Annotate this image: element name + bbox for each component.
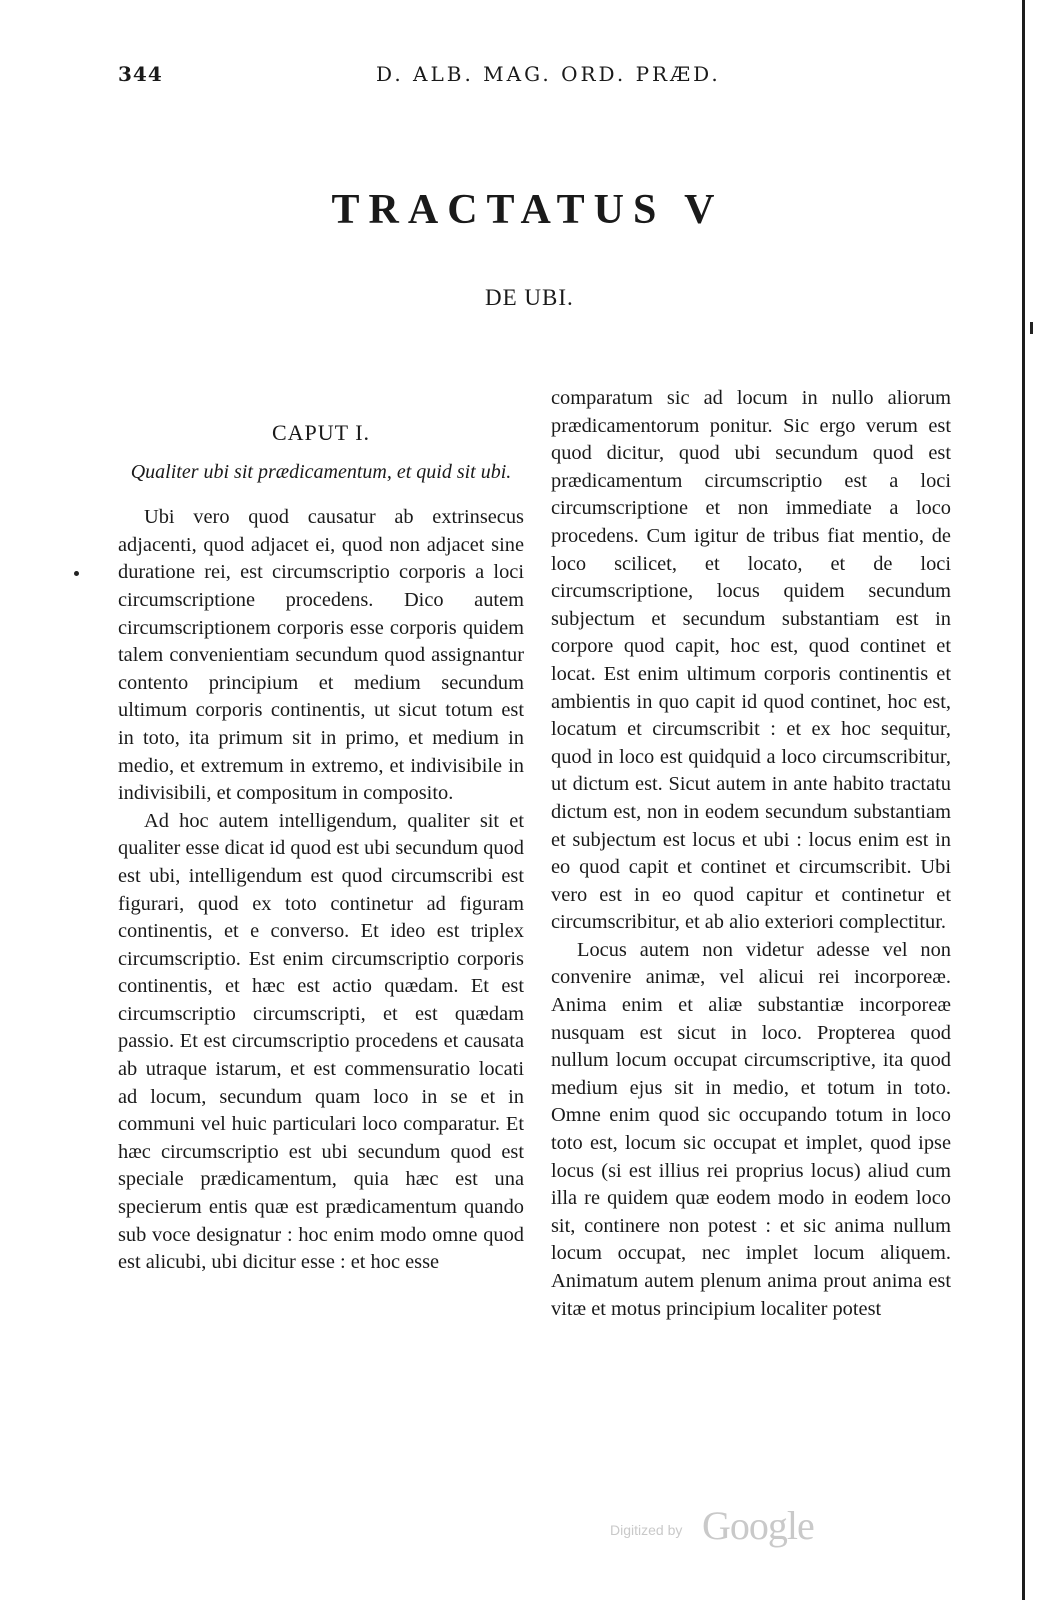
ink-speck	[74, 571, 79, 576]
paragraph: comparatum sic ad locum in nullo aliorum prædicamentorum ponitur. Sic ergo verum est quod dicitur, quod ubi secundum quod est prædicamentum circumscriptio est a loci circumscriptione et non immediate a loco procedens. Cum igitur de tribus fiat mentio, de loco scilicet, et locato, et de loci circumscriptione, locus quidem secundum subjectum et secundum substantiam est in corpore quod capit, hoc est, quod continet et locat. Est enim ultimum corporis continentis et ambientis in quo capit id quod continet, hoc est, locatum et circumscribit : et ex hoc sequitur, quod in loco est quidquid a loco circumscribitur, ut dictum est. Sicut autem in ante habito tractatu dictum est, non in eodem secundum substantiam et subjectum est locus et ubi : locus enim est in eo quod capit et continet et circumscribit. Ubi vero est in eo quod capitur et continetur et circumscribitur, et ab alio exteriori complectitur.	[551, 387, 951, 934]
right-column	[551, 385, 951, 1323]
digitized-watermark	[610, 1502, 830, 1552]
left-column	[118, 416, 524, 1277]
chapter-heading: CAPUT I.	[271, 420, 371, 445]
watermark-prefix: Digitized by	[610, 1522, 683, 1538]
page-edge-shadow	[1022, 0, 1025, 1600]
section-title: DE UBI.	[485, 285, 574, 310]
chapter-subtitle: Qualiter ubi sit prædicamentum, et quid sit ubi.	[130, 460, 512, 483]
paragraph: Locus autem non videtur adesse vel non convenire animæ, vel alicui rei incorporeæ. Anima enim et aliæ substantiæ incorporeæ nusquam est sicut in loco. Propterea quod nullum locum occupat circumscriptive, ita quod medium ejus sit in medio, et totum in toto. Omne enim quod sic occupando totum in loco toto est, locum sic occupat et implet, quod ipse locus (si est illius rei proprius locus) aliud cum illa re quidem quæ eodem modo in eodem loco sit, continere non potest : et sic anima nullum locum occupat, nec implet locum aliquem. Animatum autem plenum anima prout anima est vitæ et motus principium localiter potest	[551, 938, 951, 1320]
google-logo: Google	[702, 1503, 814, 1548]
paragraph: Ubi vero quod causatur ab extrinsecus adjacenti, quod adjacet ei, quod non adjacet sine duratione rei, est circumscriptio corporis a loci circumscriptione procedens. Dico autem circumscriptionem corporis esse corporis quidem talem convenientiam secundum quod assignantur contento principium et medium secundum ultimum corporis continentis, ut sicut totum est in toto, ita primum sit in primo, et medium in medio, et extremum in extremo, et indivisibile in indivisibili, et compositum in composito.	[118, 506, 524, 805]
page-number: 344	[118, 62, 163, 86]
tractatus-title: TRACTATUS V	[331, 187, 724, 233]
running-head	[0, 62, 1055, 92]
paragraph: Ad hoc autem intelligendum, qualiter sit et qualiter esse dicat id quod est ubi secundum quod est ubi, intelligendum est quod circumscribi est figurari, quod ex toto continetur ad figuram continentis, et e converso. Et ideo est triplex circumscriptio. Est enim circumscriptio corporis continentis, et hæc est actio quædam. Et est circumscriptio circumscripti, et est quædam passio. Et est circumscriptio procedens et causata ab utraque istarum, et est commensuratio locati ad locum, secundum quam loco in se et in communi vel huic particulari loco comparatur. Et hæc circumscriptio est ubi secundum quod est speciale prædicamentum, quia hæc est una specierum entis quæ est prædicamentum quando sub voce designatur : hoc enim modo omne quod est alicubi, ubi dicitur esse : et hoc esse	[118, 809, 524, 1274]
ink-speck	[1030, 322, 1033, 334]
running-title: D. ALB. MAG. ORD. PRÆD.	[376, 62, 721, 86]
